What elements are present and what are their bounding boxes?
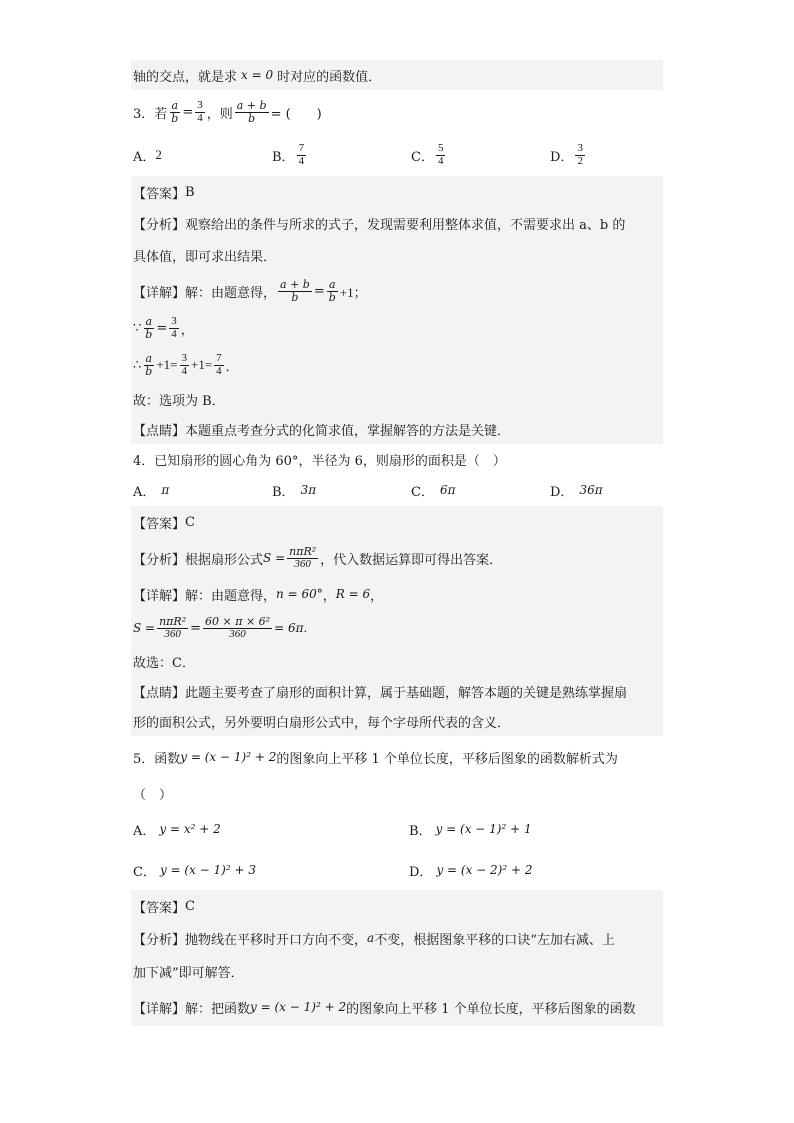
option-label: D．: [550, 149, 574, 165]
option-label: D．: [550, 484, 574, 500]
comment-text: 此题主要考查了扇形的面积计算，属于基础题，解答本题的关键是熟练掌握扇: [185, 685, 628, 701]
question-5-solution: [131, 890, 663, 1026]
equals: =: [190, 620, 202, 636]
question-3-solution: [131, 176, 663, 444]
comment-line: [131, 414, 663, 444]
denominator: b: [145, 364, 153, 378]
numerator: 3: [577, 141, 583, 154]
fraction: [157, 616, 188, 640]
fraction: [169, 316, 179, 340]
answer-line: [131, 176, 663, 208]
detail-text: 的图象向上平移 1 个单位长度，平移后图象的函数: [346, 1001, 636, 1017]
equals: =: [156, 320, 168, 336]
text: ．: [225, 359, 239, 375]
option-value: y = (x − 2)² + 2: [436, 863, 533, 877]
option-c: [411, 481, 550, 500]
question-5-stem: [131, 736, 663, 778]
numerator: 3: [181, 351, 187, 364]
question-text: （ ）: [133, 787, 173, 803]
detail-text: 解：由题意得，: [185, 588, 277, 604]
question-3-stem: [131, 90, 663, 134]
numerator: nπR²: [159, 614, 187, 628]
comment-line: [131, 676, 663, 706]
conclusion-line: [131, 384, 663, 414]
numerator: 60 × π × 6²: [205, 614, 271, 628]
option-label: B．: [272, 149, 295, 165]
detail-text: 解：由题意得，: [185, 285, 277, 301]
analysis-text: 根据扇形公式: [185, 552, 264, 568]
option-value: 2: [155, 147, 162, 162]
option-label: A．: [133, 484, 156, 500]
calc-line: [131, 610, 663, 646]
option-c: [411, 143, 550, 167]
denominator: b: [248, 111, 256, 125]
detail-tag: 【详解】: [133, 1001, 186, 1017]
numerator: a: [145, 351, 153, 365]
because-symbol: ∵: [133, 320, 142, 336]
comment-tag: 【点睛】: [133, 423, 186, 439]
option-value: y = x² + 2: [159, 822, 221, 836]
analysis-line: [131, 208, 663, 238]
option-label: B．: [409, 823, 432, 839]
text: +1=: [191, 357, 213, 372]
formula: S =: [263, 551, 286, 565]
question-5-stem-2: [131, 778, 663, 808]
fraction: [297, 143, 307, 167]
comment-line-2: [131, 706, 663, 736]
analysis-text: 抛物线在平移时开口方向不变，: [185, 932, 368, 948]
formula: y = (x − 1)² + 2: [180, 750, 277, 764]
formula: n = 60°: [276, 587, 323, 601]
conclusion-text: 故：选项为 B．: [133, 393, 225, 409]
analysis-line-2: [131, 954, 663, 988]
equals: =: [313, 283, 325, 299]
numerator: nπR²: [289, 544, 317, 558]
numerator: a: [171, 98, 179, 112]
denominator: b: [145, 327, 153, 341]
option-label: C．: [411, 484, 434, 500]
text: 时对应的函数值．: [277, 69, 382, 85]
denominator: 4: [298, 154, 305, 167]
text: ，: [180, 322, 194, 338]
denominator: 4: [216, 364, 222, 377]
option-label: A．: [133, 823, 156, 839]
formula: R = 6: [335, 587, 371, 601]
text: ，: [370, 588, 384, 604]
text: ，则: [206, 106, 233, 122]
formula: a: [367, 931, 375, 945]
option-label: D．: [409, 864, 433, 880]
option-a: [133, 820, 409, 839]
denominator: b: [171, 111, 179, 125]
detail-line: [131, 988, 663, 1026]
question-4-options: [131, 474, 663, 506]
option-b: [272, 143, 411, 167]
equals: =: [182, 104, 194, 120]
answer-line: [131, 506, 663, 538]
detail-tag: 【详解】: [133, 588, 186, 604]
fraction: [195, 100, 205, 124]
numerator: 3: [171, 314, 177, 327]
text: +1=: [156, 357, 178, 372]
therefore-line: [131, 346, 663, 384]
question-number: 3．若: [133, 106, 168, 122]
fraction: [575, 143, 585, 167]
analysis-tag: 【分析】: [133, 552, 186, 568]
detail-line: [131, 272, 663, 310]
numerator: a + b: [236, 98, 267, 112]
denominator: 4: [181, 364, 187, 377]
fraction: [143, 353, 154, 377]
fraction: [327, 279, 338, 303]
fraction: [203, 616, 272, 640]
analysis-text: 观察给出的条件与所求的式子，发现需要利用整体求值，不需要求出 a、b 的: [185, 217, 626, 233]
option-label: C．: [411, 149, 434, 165]
answer-tag: 【答案】: [133, 186, 186, 202]
fraction: [287, 546, 318, 570]
detail-text: 解：把函数: [185, 1001, 251, 1017]
denominator: b: [328, 290, 336, 304]
numerator: 7: [298, 141, 305, 154]
analysis-tag: 【分析】: [133, 217, 186, 233]
question-5-options-2: [131, 850, 663, 890]
option-b: [409, 820, 532, 839]
numerator: 5: [437, 141, 444, 154]
numerator: a: [145, 314, 153, 328]
option-value: y = (x − 1)² + 1: [435, 822, 532, 836]
analysis-text: 加下减”即可解答．: [133, 965, 244, 981]
fraction: [143, 316, 154, 340]
denominator: 4: [197, 111, 203, 124]
text: = ( ): [270, 106, 322, 122]
question-text: 4．已知扇形的圆心角为 60°，半径为 6，则扇形的面积是（ ）: [133, 453, 506, 469]
option-value: π: [161, 483, 170, 497]
option-d: [550, 143, 587, 167]
text: 轴的交点，就是求: [133, 69, 238, 85]
question-text: 的图象向上平移 1 个单位长度，平移后图象的函数解析式为: [276, 751, 618, 767]
answer-tag: 【答案】: [133, 900, 186, 916]
question-4-stem: [131, 444, 663, 474]
option-d: [409, 861, 532, 880]
analysis-text: ，代入数据运算即可得出答案．: [320, 552, 503, 568]
answer-line: [131, 890, 663, 922]
option-value: 3π: [300, 483, 317, 497]
comment-tag: 【点睛】: [133, 685, 186, 701]
analysis-tag: 【分析】: [133, 932, 186, 948]
question-number: 5．函数: [133, 751, 181, 767]
denominator: 4: [437, 154, 444, 167]
answer-value: B: [185, 184, 195, 200]
conclusion-text: 故选：C．: [133, 655, 195, 671]
detail-tag: 【详解】: [133, 285, 186, 301]
comment-text: 本题重点考查分式的化简求值，掌握解答的方法是关键．: [185, 423, 511, 439]
intro-line: [131, 60, 663, 90]
denominator: 360: [229, 627, 246, 640]
question-5-options-1: [131, 808, 663, 850]
answer-value: C: [185, 514, 195, 530]
denominator: 360: [294, 557, 311, 570]
numerator: 3: [197, 98, 203, 111]
numerator: a: [328, 277, 336, 291]
analysis-text: 不变，根据图象平移的口诀“左加右减、上: [374, 932, 615, 948]
analysis-line: [131, 538, 663, 578]
formula: S =: [133, 621, 156, 635]
option-a: [133, 481, 272, 500]
fraction: [169, 100, 180, 124]
answer-tag: 【答案】: [133, 516, 186, 532]
denominator: 2: [577, 154, 583, 167]
text: ，: [322, 588, 336, 604]
formula: x = 0: [241, 68, 274, 82]
analysis-line: [131, 922, 663, 954]
denominator: 4: [171, 327, 177, 340]
option-value: 36π: [579, 483, 603, 497]
text: +1；: [339, 284, 367, 300]
comment-text: 形的面积公式，另外要明白扇形公式中，每个字母所代表的含义．: [133, 715, 511, 731]
answer-value: C: [185, 898, 195, 914]
denominator: b: [291, 290, 299, 304]
option-value: y = (x − 1)² + 3: [159, 863, 256, 877]
option-d: [550, 481, 603, 500]
analysis-text: 具体值，即可求出结果．: [133, 249, 277, 265]
document-body: [131, 60, 663, 1026]
formula: = 6π.: [274, 621, 308, 635]
numerator: a + b: [280, 277, 310, 291]
fraction: [235, 100, 269, 124]
question-3-options: [131, 134, 663, 176]
because-line: [131, 310, 663, 346]
formula: y = (x − 1)² + 2: [250, 1000, 347, 1014]
option-b: [272, 481, 411, 500]
option-c: [133, 861, 409, 880]
option-value: 6π: [439, 483, 456, 497]
fraction: [278, 279, 312, 303]
question-4-solution: [131, 506, 663, 736]
fraction: [214, 353, 224, 377]
option-label: B．: [272, 484, 295, 500]
detail-line: [131, 578, 663, 610]
conclusion-line: [131, 646, 663, 676]
denominator: 360: [164, 627, 181, 640]
analysis-line-2: [131, 238, 663, 272]
option-label: A．: [133, 149, 156, 165]
option-a: [133, 146, 272, 165]
therefore-symbol: ∴: [133, 357, 142, 373]
fraction: [436, 143, 446, 167]
numerator: 7: [216, 351, 222, 364]
fraction: [180, 353, 190, 377]
option-label: C．: [133, 864, 156, 880]
